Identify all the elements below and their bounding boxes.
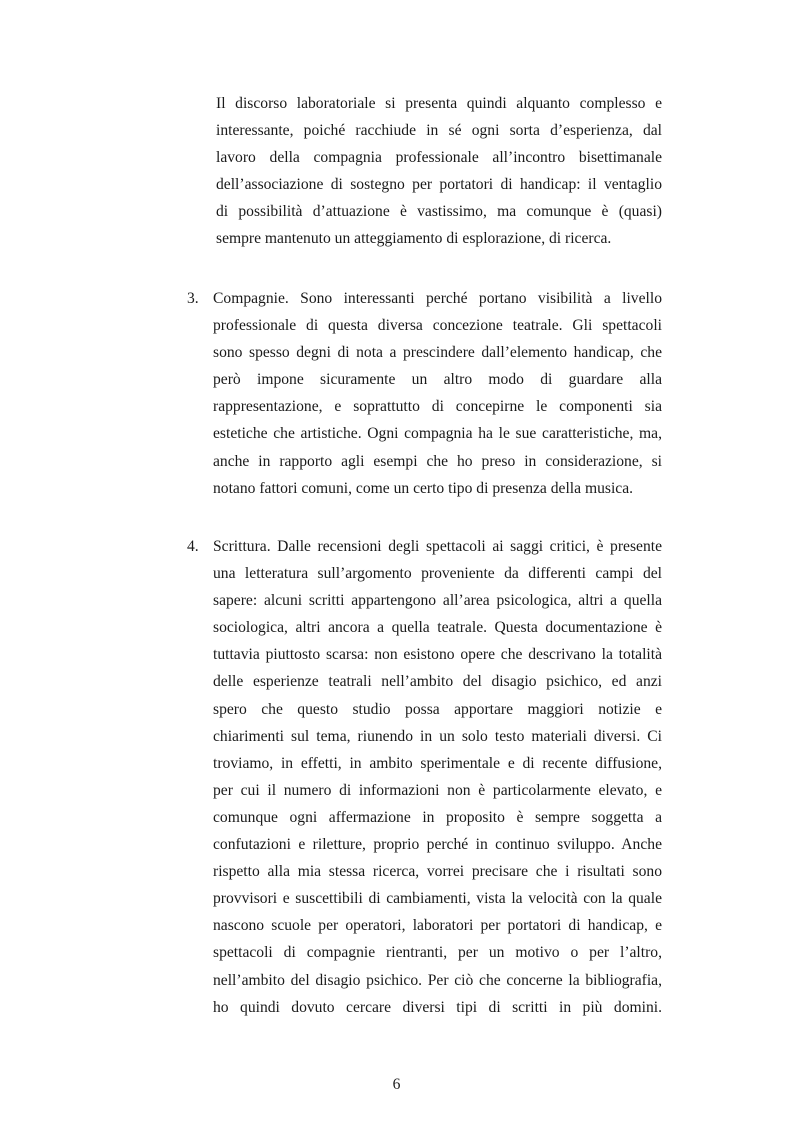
list-item-line: delle esperienze teatrali nell’ambito del disagio psichico, ed anzi xyxy=(213,673,662,691)
list-item-line: spettacoli di compagnie rientranti, per un motivo o per l’altro, xyxy=(213,944,662,962)
list-item-number: 3. xyxy=(187,290,199,307)
list-item-line: anche in rapporto agli esempi che ho preso in considerazione, si xyxy=(213,452,662,470)
list-item-line: Compagnie. Sono interessanti perché portano visibilità a livello xyxy=(213,290,662,307)
list-item-text xyxy=(213,285,662,502)
list-item-line: notano fattori comuni, come un certo tipo di presenza della musica. xyxy=(213,479,634,497)
page-number: 6 xyxy=(392,1076,401,1093)
list-item-line: professionale di questa diversa concezione teatrale. Gli spettacoli xyxy=(213,317,662,335)
intro-line: lavoro della compagnia professionale all’incontro bisettimanale xyxy=(216,149,662,167)
list-item-number: 4. xyxy=(187,538,199,555)
list-item-line: però impone sicuramente un altro modo di guardare alla xyxy=(213,371,662,389)
list-item-line: una letteratura sull’argomento proveniente da differenti campi del xyxy=(213,565,662,583)
list-item-line: provvisori e suscettibili di cambiamenti, vista la velocità con la quale xyxy=(213,890,662,908)
list-item-line: sociologica, altri ancora a quella teatrale. Questa documentazione è xyxy=(213,619,662,637)
list-item-line: troviamo, in effetti, in ambito sperimentale e di recente diffusione, xyxy=(213,754,662,772)
list-item-line: confutazioni e riletture, proprio perché in continuo sviluppo. Anche xyxy=(213,836,662,854)
list-item-line: spero che questo studio possa apportare maggiori notizie e xyxy=(213,700,662,718)
intro-line: di possibilità d’attuazione è vastissimo, ma comunque è (quasi) xyxy=(216,203,662,221)
list-item-line: tuttavia piuttosto scarsa: non esistono opere che descrivano la totalità xyxy=(213,646,662,664)
intro-line: Il discorso laboratoriale si presenta quindi alquanto complesso e xyxy=(216,95,662,112)
intro-line: interessante, poiché racchiude in sé ogni sorta d’esperienza, dal xyxy=(216,122,662,140)
list-item-line: nascono scuole per operatori, laboratori per portatori di handicap, e xyxy=(213,917,662,935)
list-item-line: rappresentazione, e soprattutto di concepirne le componenti sia xyxy=(213,398,662,416)
list-item-text xyxy=(213,533,662,1021)
intro-line: sempre mantenuto un atteggiamento di esplorazione, di ricerca. xyxy=(216,230,612,248)
list-item-line: ho quindi dovuto cercare diversi tipi di scritti in più domini. xyxy=(213,998,662,1016)
list-item-line: rispetto alla mia stessa ricerca, vorrei precisare che i risultati sono xyxy=(213,863,662,881)
list-item-line: Scrittura. Dalle recensioni degli spettacoli ai saggi critici, è presente xyxy=(213,538,662,555)
list-item-line: comunque ogni affermazione in proposito è sempre soggetta a xyxy=(213,808,662,826)
list-item-line: estetiche che artistiche. Ogni compagnia ha le sue caratteristiche, ma, xyxy=(213,425,662,443)
list-item-line: sono spesso degni di nota a prescindere dall’elemento handicap, che xyxy=(213,344,662,362)
list-item-line: chiarimenti sul tema, riunendo in un solo testo materiali diversi. Ci xyxy=(213,727,662,745)
list-item-line: sapere: alcuni scritti appartengono all’area psicologica, altri a quella xyxy=(213,592,662,610)
intro-line: dell’associazione di sostegno per portatori di handicap: il ventaglio xyxy=(216,176,662,194)
list-item-line: per cui il numero di informazioni non è particolarmente elevato, e xyxy=(213,781,662,799)
intro-paragraph xyxy=(216,90,662,253)
list-item-line: nell’ambito del disagio psichico. Per ciò che concerne la bibliografia, xyxy=(213,971,662,989)
